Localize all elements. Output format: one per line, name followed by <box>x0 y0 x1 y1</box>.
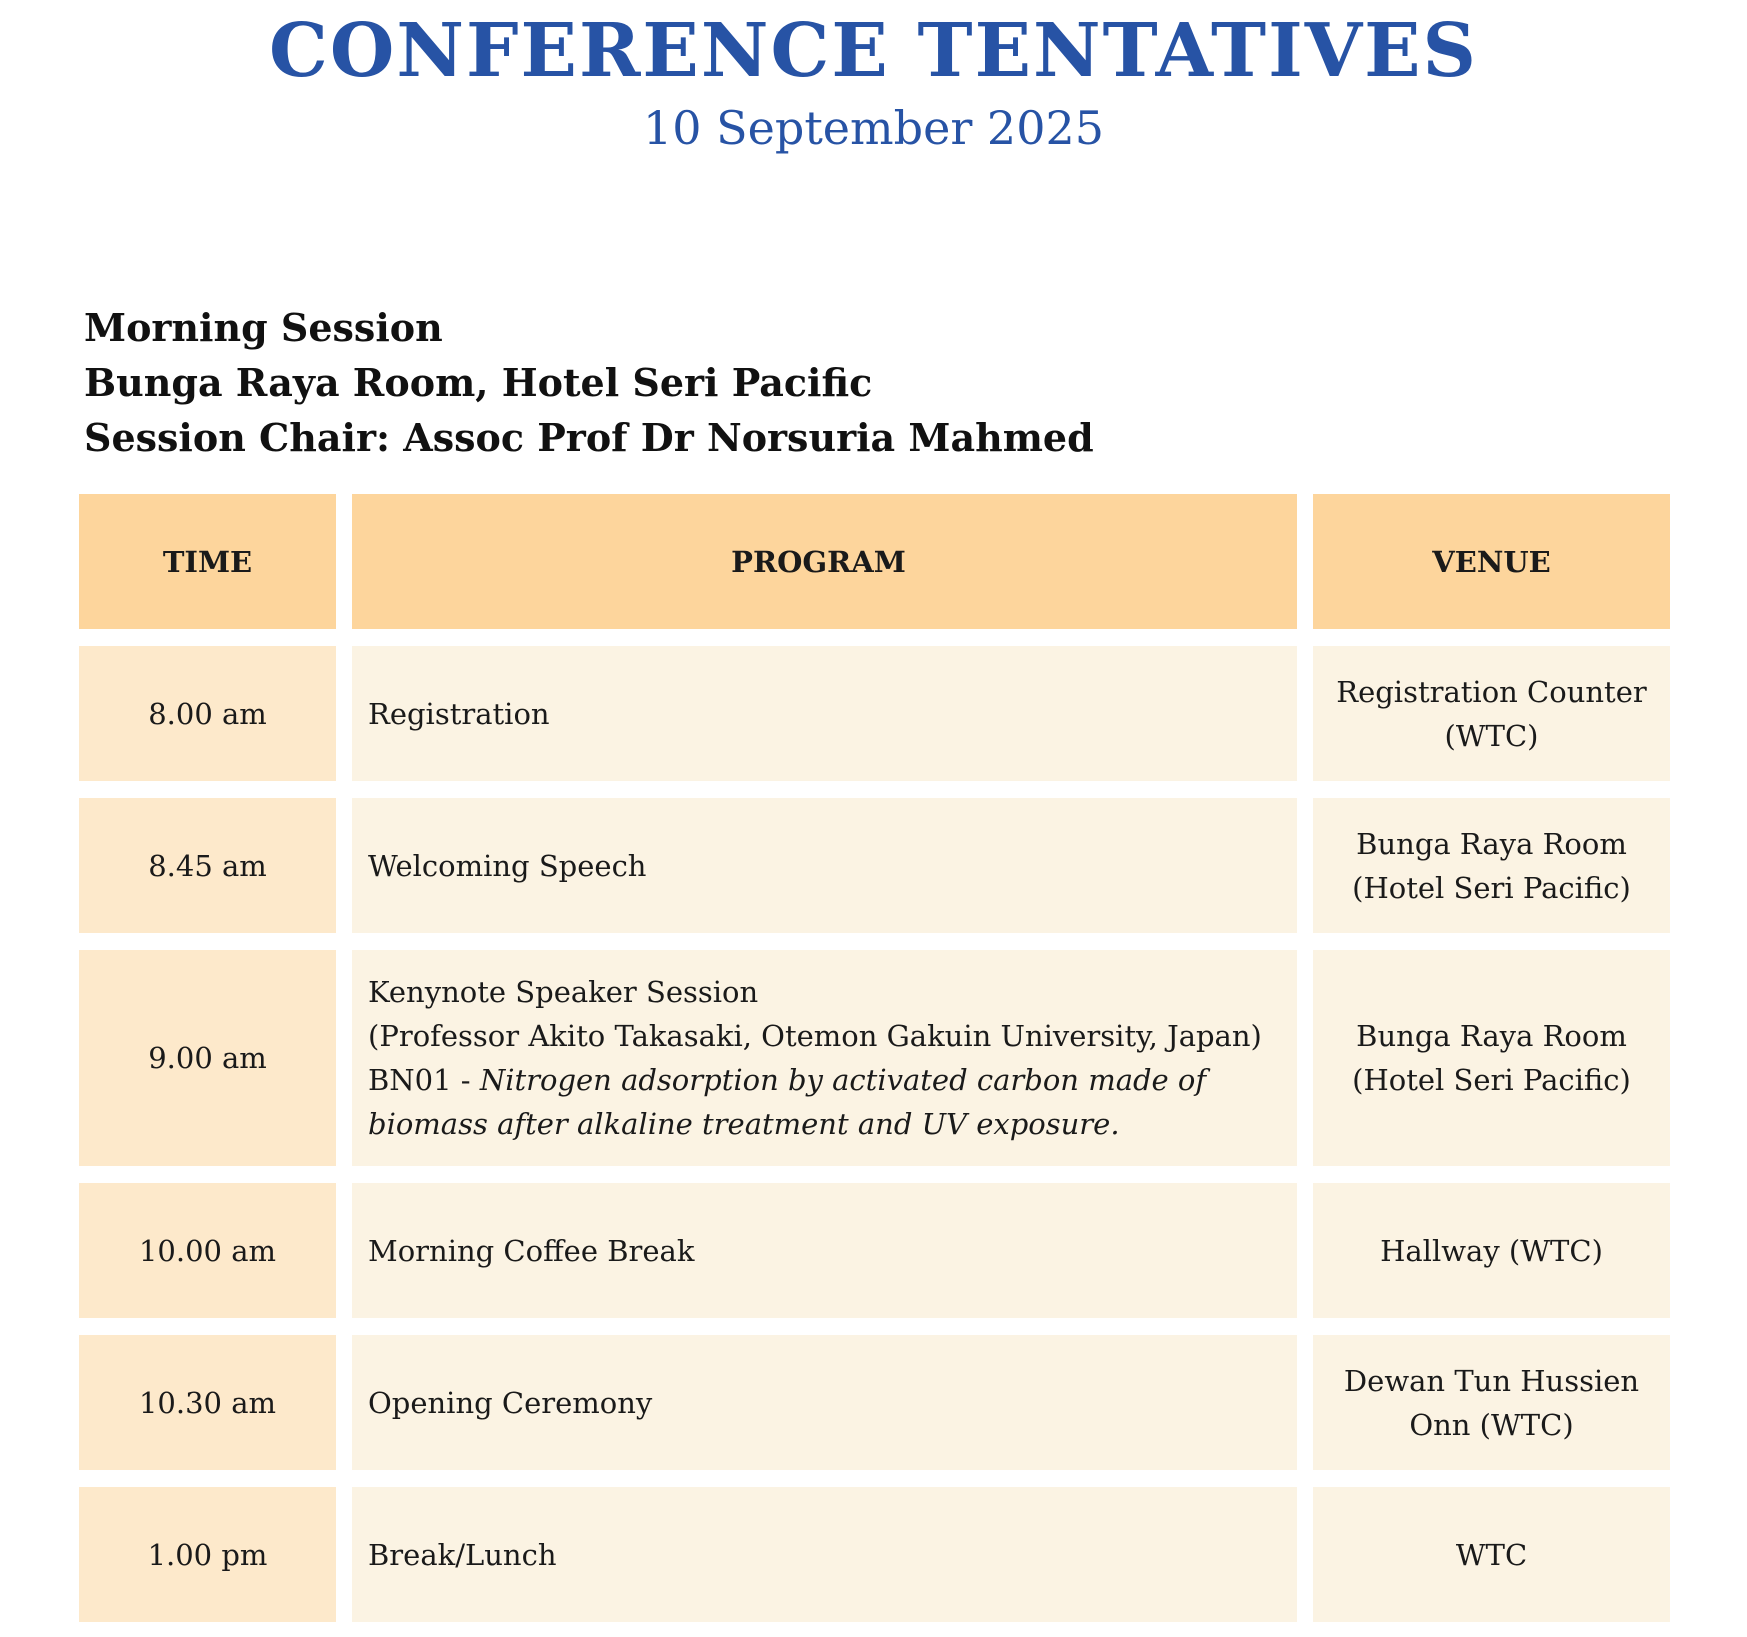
row-4-venue <box>1313 1183 1670 1318</box>
row-6-venue <box>1313 1487 1670 1622</box>
row-1-program: Registration <box>352 646 1297 781</box>
column-header-time: TIME <box>79 494 336 629</box>
row-6-venue-text: WTC <box>1455 1537 1528 1572</box>
row-5-time: 10.30 am <box>79 1335 336 1470</box>
session-info <box>84 300 1094 465</box>
row-3-venue-text: Bunga Raya Room (Hotel Seri Pacific) <box>1352 1019 1631 1097</box>
session-name: Morning Session <box>84 305 443 350</box>
row-5-program: Opening Ceremony <box>352 1335 1297 1470</box>
row-3-time: 9.00 am <box>79 950 336 1166</box>
row-3-venue <box>1313 950 1670 1166</box>
column-header-program: PROGRAM <box>352 494 1297 629</box>
row-3-program <box>352 950 1297 1166</box>
row-2-venue <box>1313 798 1670 933</box>
row-3-program-text: Kenynote Speaker Session (Professor Akito Takasaki, Otemon Gakuin University, Japan) BN01 - Nitrogen adsorption by activated carbon made of biomass after alkaline treatment and UV exposure. <box>368 975 1262 1141</box>
row-6-time: 1.00 pm <box>79 1487 336 1622</box>
row-2-program: Welcoming Speech <box>352 798 1297 933</box>
row-1-venue <box>1313 646 1670 781</box>
conference-date: 10 September 2025 <box>642 101 1104 155</box>
session-chair: Session Chair: Assoc Prof Dr Norsuria Mahmed <box>84 415 1094 460</box>
row-4-time: 10.00 am <box>79 1183 336 1318</box>
row-1-time: 8.00 am <box>79 646 336 781</box>
column-header-venue: VENUE <box>1313 494 1670 629</box>
row-6-program: Break/Lunch <box>352 1487 1297 1622</box>
page-title: CONFERENCE TENTATIVES <box>269 8 1478 94</box>
row-2-time: 8.45 am <box>79 798 336 933</box>
row-5-venue <box>1313 1335 1670 1470</box>
row-2-venue-text: Bunga Raya Room (Hotel Seri Pacific) <box>1352 826 1631 905</box>
row-1-venue-text: Registration Counter (WTC) <box>1336 674 1647 753</box>
session-location: Bunga Raya Room, Hotel Seri Pacific <box>84 360 873 405</box>
row-4-program: Morning Coffee Break <box>352 1183 1297 1318</box>
row-5-venue-text: Dewan Tun Hussien Onn (WTC) <box>1343 1363 1640 1442</box>
row-4-venue-text: Hallway (WTC) <box>1380 1233 1603 1268</box>
